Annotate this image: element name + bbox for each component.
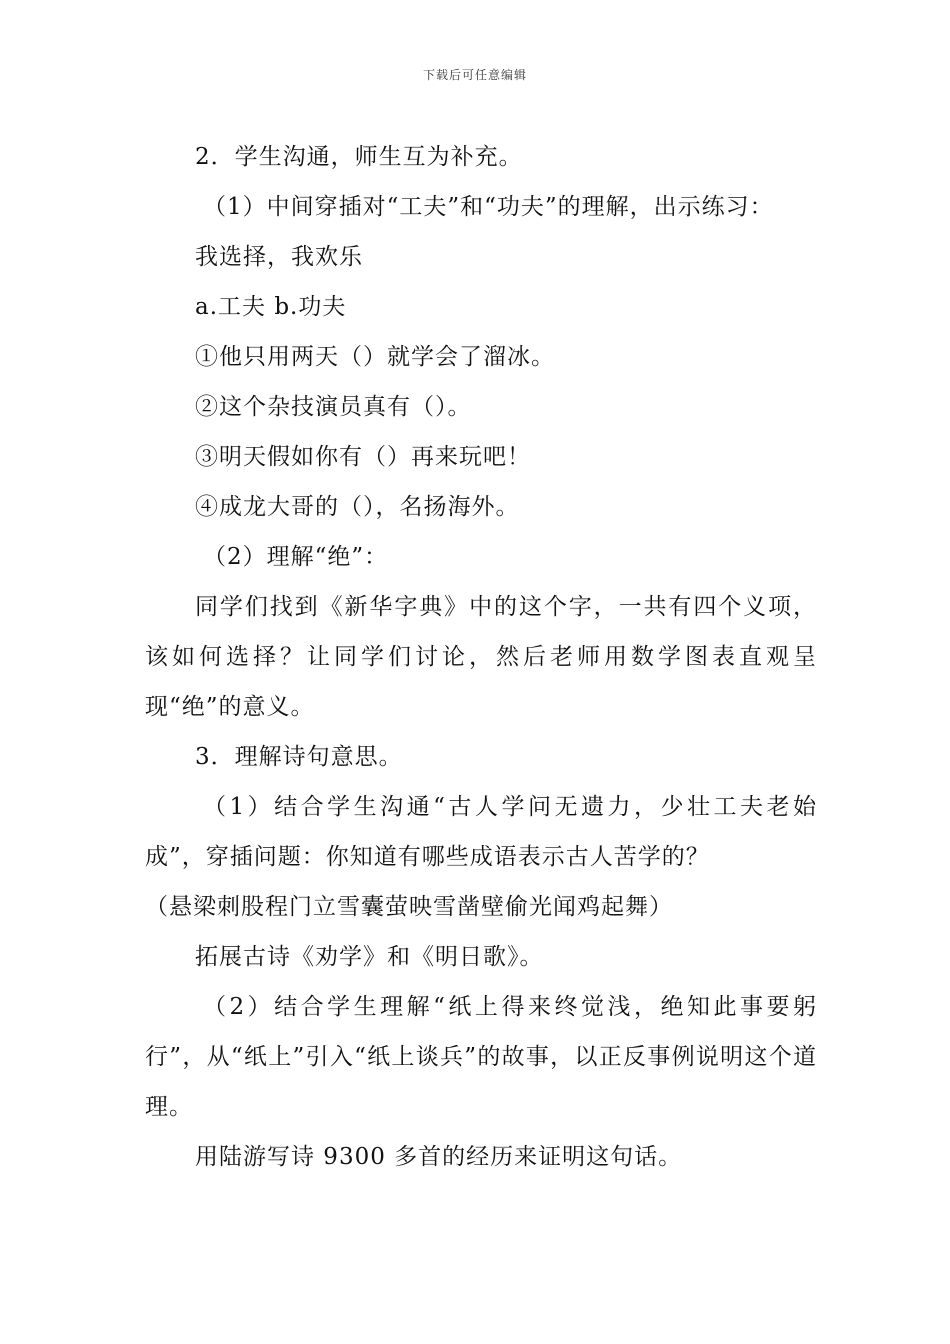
document-body [145, 132, 817, 1182]
paragraph-idioms: （悬梁刺股程门立雪囊萤映雪凿壁偷光闻鸡起舞） [145, 894, 673, 920]
paragraph-extend-poems: 拓展古诗《劝学》和《明日歌》。 [195, 944, 544, 970]
paragraph-sub-2-title: （2）理解“绝”： [203, 544, 389, 570]
paragraph-exercise-item-4: ④成龙大哥的（），名扬海外。 [195, 494, 520, 520]
paragraph-sub-2-poem: （2）结合学生理解“纸上得来终觉浅，绝知此事要躬行”，从“纸上”引入“纸上谈兵”的故事，以正反事例说明这个道理。 [145, 994, 817, 1120]
paragraph-exercise-item-3: ③明天假如你有（）再来玩吧！ [195, 444, 531, 470]
paragraph-exercise-item-1: ①他只用两天（）就学会了溜冰。 [195, 344, 555, 370]
paragraph-exercise-options: a.工夫 b.功夫 [195, 294, 347, 320]
page-header-note: 下载后可任意编辑 [422, 68, 527, 82]
paragraph-exercise-title: 我选择，我欢乐 [195, 244, 363, 270]
paragraph-sub-1-poem: （1）结合学生沟通“古人学问无遗力，少壮工夫老始成”，穿插问题：你知道有哪些成语表示古人苦学的？ [145, 794, 817, 870]
paragraph-lu-you: 用陆游写诗 9300 多首的经历来证明这句话。 [195, 1144, 683, 1170]
paragraph-dictionary: 同学们找到《新华字典》中的这个字，一共有四个义项，该如何选择？让同学们讨论，然后老师用数学图表直观呈现“绝”的意义。 [145, 594, 817, 720]
paragraph-section-3-title: 3．理解诗句意思。 [195, 744, 403, 770]
paragraph-section-2-title: 2．学生沟通，师生互为补充。 [195, 144, 523, 170]
paragraph-exercise-item-2: ②这个杂技演员真有（）。 [195, 394, 472, 420]
paragraph-sub-1-intro: （1）中间穿插对“工夫”和“功夫”的理解，出示练习： [203, 194, 774, 220]
